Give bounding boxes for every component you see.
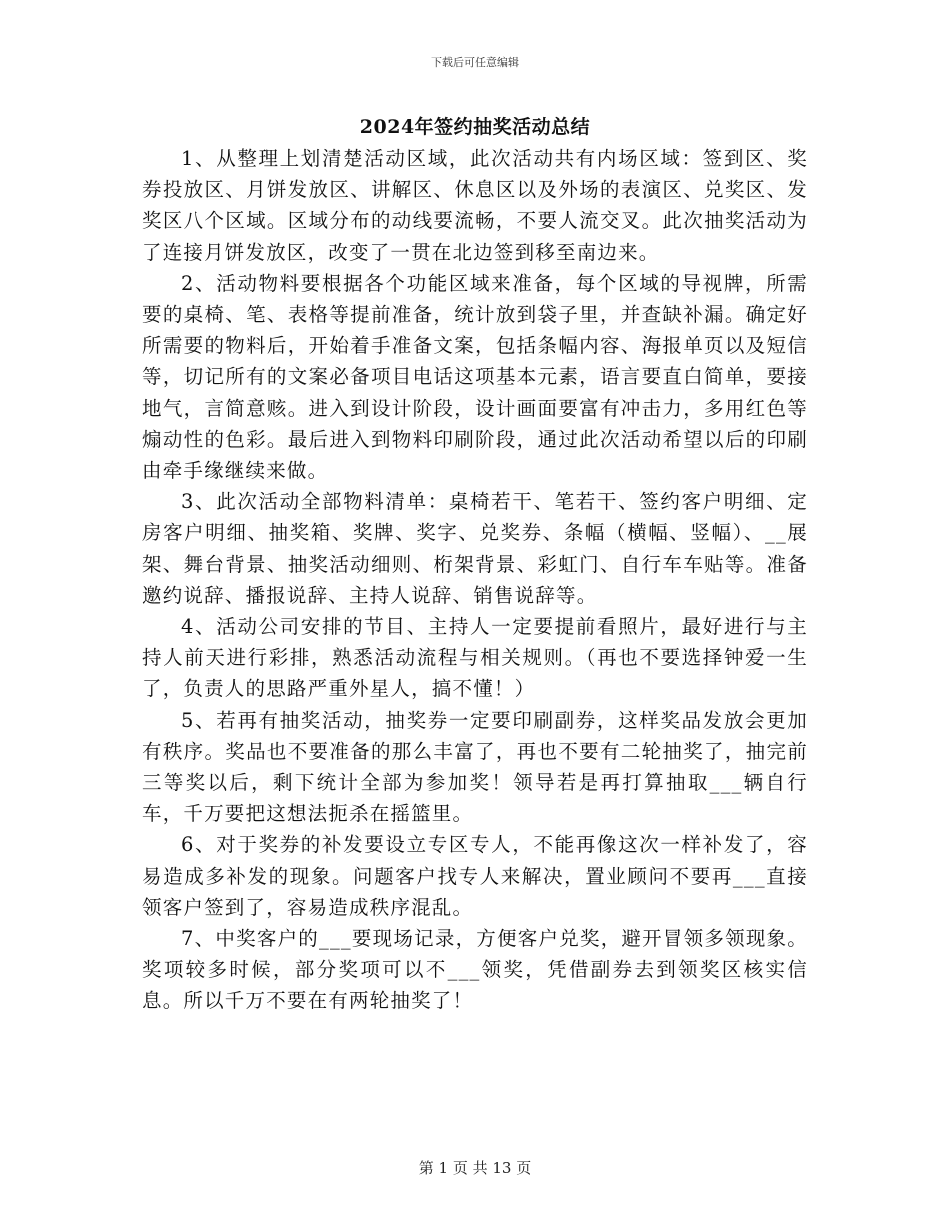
paragraph-1: 1、从整理上划清楚活动区域，此次活动共有内场区域：签到区、奖券投放区、月饼发放区、讲解区、休息区以及外场的表演区、兑奖区、发奖区八个区域。区域分布的动线要流畅，不要人流交叉。此次抽奖活动为了连接月饼发放区，改变了一贯在北边签到移至南边来。 <box>142 147 808 264</box>
document-body <box>142 143 808 1017</box>
document-title: 2024年签约抽奖活动总结 <box>359 116 591 138</box>
paragraph-3: 3、此次活动全部物料清单：桌椅若干、笔若干、签约客户明细、定房客户明细、抽奖箱、奖牌、奖字、兑奖券、条幅（横幅、竖幅）、__展架、舞台背景、抽奖活动细则、桁架背景、彩虹门、自行车车贴等。准备邀约说辞、播报说辞、主持人说辞、销售说辞等。 <box>142 490 808 607</box>
paragraph-5: 5、若再有抽奖活动，抽奖券一定要印刷副券，这样奖品发放会更加有秩序。奖品也不要准备的那么丰富了，再也不要有二轮抽奖了，抽完前三等奖以后，剩下统计全部为参加奖！领导若是再打算抽取___辆自行车，千万要把这想法扼杀在摇篮里。 <box>142 708 808 826</box>
paragraph-6: 6、对于奖券的补发要设立专区专人，不能再像这次一样补发了，容易造成多补发的现象。问题客户找专人来解决，置业顾问不要再___直接领客户签到了，容易造成秩序混乱。 <box>142 833 808 919</box>
paragraph-2: 2、活动物料要根据各个功能区域来准备，每个区域的导视牌，所需要的桌椅、笔、表格等提前准备，统计放到袋子里，并查缺补漏。确定好所需要的物料后，开始着手准备文案，包括条幅内容、海报单页以及短信等，切记所有的文案必备项目电话这项基本元素，语言要直白简单，要接地气，言简意赅。进入到设计阶段，设计画面要富有冲击力，多用红色等煽动性的色彩。最后进入到物料印刷阶段，通过此次活动希望以后的印刷由牵手缘继续来做。 <box>142 271 808 483</box>
paragraph-7: 7、中奖客户的___要现场记录，方便客户兑奖，避开冒领多领现象。奖项较多时候，部分奖项可以不___领奖，凭借副券去到领奖区核实信息。所以千万不要在有两轮抽奖了！ <box>142 927 808 1013</box>
paragraph-4: 4、活动公司安排的节目、主持人一定要提前看照片，最好进行与主持人前天进行彩排，熟悉活动流程与相关规则。（再也不要选择钟爱一生了，负责人的思路严重外星人，搞不懂！） <box>142 615 808 701</box>
page-number: 第 1 页 共 13 页 <box>418 1159 532 1177</box>
header-note: 下载后可任意编辑 <box>431 56 519 69</box>
